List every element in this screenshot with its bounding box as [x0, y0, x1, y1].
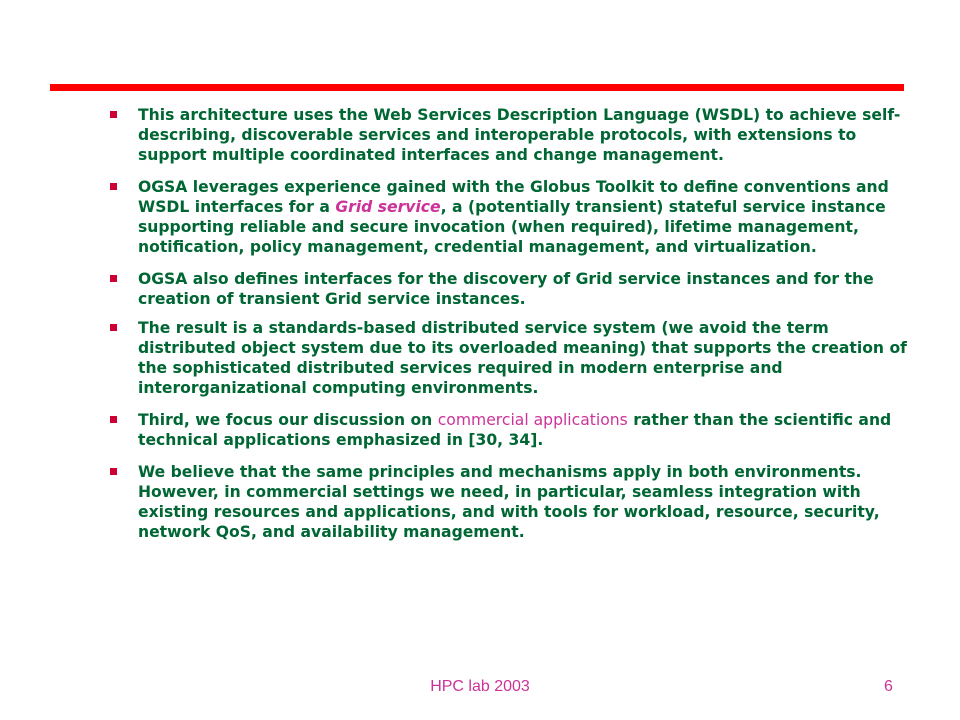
square-bullet-icon — [110, 324, 117, 331]
bullet-text: Third, we focus our discussion on — [138, 411, 438, 429]
bullet-text: OGSA also defines interfaces for the discovery of Grid service instances and for the creation of transient Grid service instances. — [138, 270, 874, 308]
bullet-item — [107, 269, 907, 309]
highlight-term: commercial applications — [437, 411, 628, 429]
square-bullet-icon — [110, 111, 117, 118]
square-bullet-icon — [110, 468, 117, 475]
bullet-text: This architecture uses the Web Services Description Language (WSDL) to achieve self-describing, discoverable services and interoperable protocols, with extensions to support multiple coordinated interfaces and change management. — [138, 106, 901, 164]
title-rule — [50, 84, 904, 91]
bullet-item — [107, 177, 907, 257]
bullet-text: The result is a standards-based distributed service system (we avoid the term distributed object system due to its overloaded meaning) that supports the creation of the sophisticated distributed services required in modern enterprise and interorganizational computing environments. — [138, 319, 907, 397]
square-bullet-icon — [110, 183, 117, 190]
square-bullet-icon — [110, 416, 117, 423]
footer-label: HPC lab 2003 — [430, 678, 530, 695]
bullet-text: , a (potentially transient) stateful service instance supporting reliable and secure invocation (when required), lifetime management, notification, policy management, credential management, and virtualization. — [138, 198, 886, 256]
highlight-term: Grid service — [335, 198, 441, 216]
bullet-text: We believe that the same principles and mechanisms apply in both environments. However, in commercial settings we need, in particular, seamless integration with existing resources and applications, and with tools for workload, resource, security, network QoS, and availability management. — [138, 463, 880, 541]
bullet-item — [107, 462, 907, 542]
bullet-item — [107, 318, 907, 398]
square-bullet-icon — [110, 275, 117, 282]
bullet-text: OGSA leverages experience gained with the Globus Toolkit to define conventions and WSDL interfaces for a — [138, 178, 889, 216]
page-number: 6 — [884, 678, 893, 695]
bullet-text: rather than the scientific and technical applications emphasized in [30, 34]. — [138, 411, 892, 449]
bullet-item — [107, 410, 907, 450]
bullet-item — [107, 105, 907, 165]
bullet-list — [107, 105, 907, 554]
